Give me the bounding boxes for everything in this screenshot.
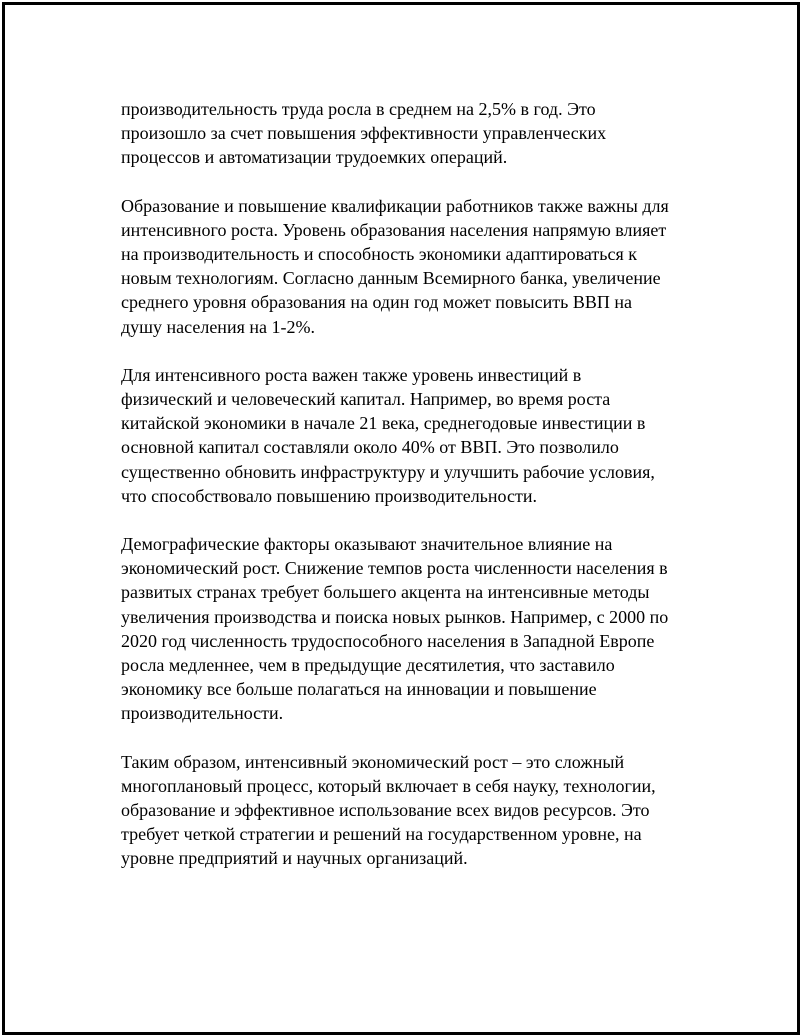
page: [2, 2, 800, 1035]
paragraph-demographics: Демографические факторы оказывают значительное влияние на экономический рост. Снижение темпов роста численности населения в развитых странах требует большего акцента на интенсивные методы увеличения производства и поиска новых рынков. Например, с 2000 по 2020 год численность трудоспособного населения в Западной Европе росла медленнее, чем в предыдущие десятилетия, что заставило экономику все больше полагаться на инновации и повышение производительности.: [121, 534, 669, 724]
paragraph-productivity: производительность труда росла в среднем на 2,5% в год. Это произошло за счет повышения эффективности управленческих процессов и автоматизации трудоемких операций.: [121, 99, 607, 168]
document-body: [121, 97, 701, 895]
paragraph-conclusion: Таким образом, интенсивный экономический рост – это сложный многоплановый процесс, который включает в себя науку, технологии, образование и эффективное использование всех видов ресурсов. Это требует четкой стратегии и решений на государственном уровне, на уровне предприятий и научных организаций.: [121, 751, 656, 869]
paragraph-education: Образование и повышение квалификации работников также важны для интенсивного роста. Уровень образования населения напрямую влияет на производительность и способность экономики адаптироваться к новым технологиям. Согласно данным Всемирного банка, увеличение среднего уровня образования на один год может повысить ВВП на душу населения на 1-2%.: [121, 195, 669, 337]
paragraph-investment: Для интенсивного роста важен также уровень инвестиций в физический и человеческий капитал. Например, во время роста китайской экономики в начале 21 века, среднегодовые инвестиции в основной капитал составляли около 40% от ВВП. Это позволило существенно обновить инфраструктуру и улучшить рабочие условия, что способствовало повышению производительности.: [121, 364, 655, 506]
